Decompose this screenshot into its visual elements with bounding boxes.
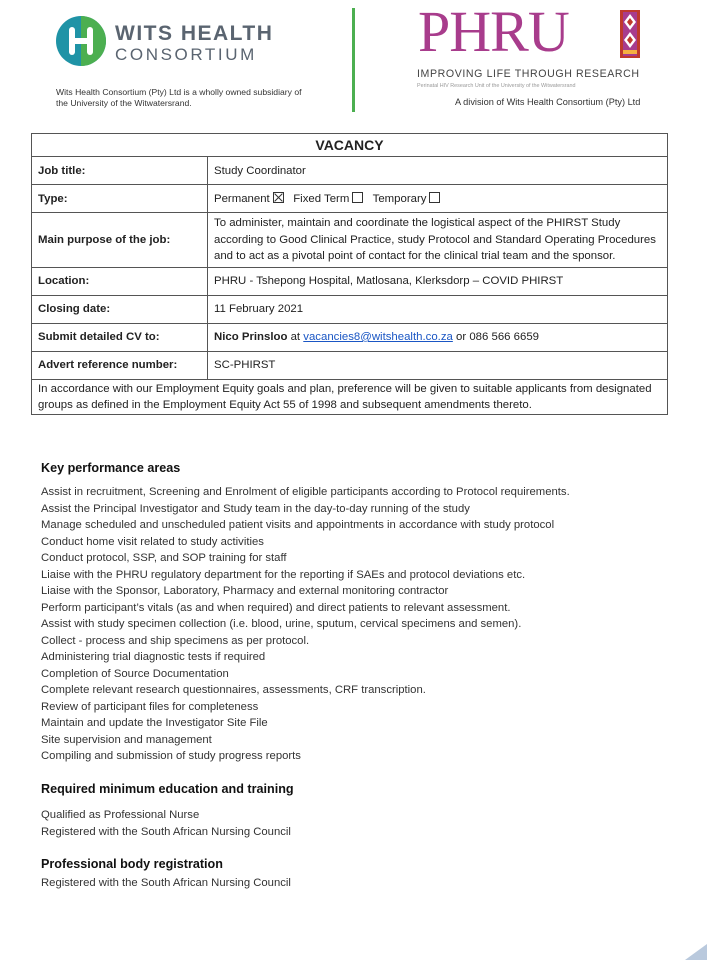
- list-item: Completion of Source Documentation: [41, 667, 229, 680]
- submit-cv-label: Submit detailed CV to:: [32, 323, 208, 351]
- list-item: Registered with the South African Nursing Council: [41, 825, 291, 838]
- location-label: Location:: [32, 267, 208, 295]
- row-type: [32, 185, 668, 213]
- contact-at: at: [290, 331, 301, 343]
- permanent-checkbox: [273, 192, 284, 203]
- header-divider: [352, 8, 355, 112]
- reference-value: SC-PHIRST: [208, 351, 668, 379]
- vacancy-table: [31, 133, 668, 415]
- list-item: Collect - process and ship specimens as per protocol.: [41, 634, 310, 647]
- phru-division-note: A division of Wits Health Consortium (Pty) Ltd: [455, 97, 641, 107]
- row-equity-note: [32, 379, 668, 414]
- type-fixed-term-label: Fixed Term: [293, 193, 350, 205]
- submit-cv-value: [208, 323, 668, 351]
- wits-logo-icon: [54, 14, 108, 68]
- kpa-heading: Key performance areas: [41, 461, 181, 475]
- row-closing-date: [32, 295, 668, 323]
- wits-subsidiary-note: Wits Health Consortium (Pty) Ltd is a wholly owned subsidiary of the University of the Witwatersrand.: [56, 87, 302, 108]
- letterhead: [0, 0, 707, 130]
- row-job-title: [32, 157, 668, 185]
- list-item: Conduct home visit related to study activities: [41, 535, 264, 548]
- list-item: Manage scheduled and unscheduled patient visits and appointments in accordance with study protocol: [41, 519, 555, 531]
- list-item: Review of participant files for completeness: [41, 700, 259, 713]
- list-item: Perform participant’s vitals (as and when required) and direct patients to relevant assessment.: [41, 601, 511, 614]
- phru-logo-text: PHRU: [418, 0, 569, 64]
- fixed-term-checkbox: [352, 192, 363, 203]
- type-permanent-label: Permanent: [214, 193, 270, 205]
- purpose-value: To administer, maintain and coordinate the logistical aspect of the PHIRST Study according to Good Clinical Practice, study Protocol and Standard Operating Procedures and to act as a pivotal point of contact for the clinical trial team and the sponsor.: [208, 213, 668, 268]
- professional-list: [41, 875, 291, 892]
- page-curl-icon: [681, 940, 707, 960]
- list-item: Assist with study specimen collection (i.e. blood, urine, sputum, cervical specimens and semen).: [41, 618, 522, 630]
- contact-phone: or 086 566 6659: [456, 331, 540, 343]
- list-item: Liaise with the PHRU regulatory department for the reporting if SAEs and protocol deviations etc.: [41, 568, 526, 581]
- vacancy-title: VACANCY: [32, 134, 668, 157]
- list-item: Complete relevant research questionnaires, assessments, CRF transcription.: [41, 684, 426, 696]
- row-location: [32, 267, 668, 295]
- temporary-checkbox: [429, 192, 440, 203]
- list-item: Liaise with the Sponsor, Laboratory, Pharmacy and external monitoring contractor: [41, 585, 449, 597]
- wits-title: WITS HEALTH: [115, 22, 274, 45]
- type-temporary-label: Temporary: [372, 193, 427, 205]
- list-item: Assist the Principal Investigator and Study team in the day-to-day running of the study: [41, 502, 470, 515]
- job-title-label: Job title:: [32, 157, 208, 185]
- closing-date-label: Closing date:: [32, 295, 208, 323]
- education-list: [41, 807, 291, 840]
- location-value: PHRU - Tshepong Hospital, Matlosana, Klerksdorp – COVID PHIRST: [208, 267, 668, 295]
- row-reference: [32, 351, 668, 379]
- type-options: [208, 185, 668, 213]
- row-purpose: [32, 213, 668, 268]
- reference-label: Advert reference number:: [32, 351, 208, 379]
- education-heading: Required minimum education and training: [41, 782, 294, 796]
- list-item: Site supervision and management: [41, 733, 212, 746]
- type-label: Type:: [32, 185, 208, 213]
- closing-date-value: 11 February 2021: [208, 295, 668, 323]
- purpose-label: Main purpose of the job:: [32, 213, 208, 268]
- professional-heading: Professional body registration: [41, 857, 223, 871]
- list-item: Registered with the South African Nursing Council: [41, 877, 291, 889]
- contact-email-link[interactable]: vacancies8@witshealth.co.za: [303, 331, 453, 343]
- job-title-value: Study Coordinator: [208, 157, 668, 185]
- row-submit-cv: [32, 323, 668, 351]
- list-item: Conduct protocol, SSP, and SOP training for staff: [41, 552, 287, 564]
- list-item: Assist in recruitment, Screening and Enrolment of eligible participants according to Protocol requirements.: [41, 486, 570, 498]
- equity-note: In accordance with our Employment Equity goals and plan, preference will be given to suitable applicants from designated groups as defined in the Employment Equity Act 55 of 1998 and subsequent amendments thereto.: [32, 379, 668, 414]
- phru-tagline: IMPROVING LIFE THROUGH RESEARCH: [417, 68, 640, 80]
- list-item: Qualified as Professional Nurse: [41, 809, 200, 821]
- list-item: Administering trial diagnostic tests if required: [41, 651, 266, 663]
- phru-pattern-icon: [620, 10, 640, 58]
- kpa-list: [41, 484, 570, 765]
- contact-name: Nico Prinsloo: [214, 331, 288, 343]
- phru-unit-note: Perinatal HIV Research Unit of the University of the Witwatersrand: [417, 83, 576, 89]
- list-item: Maintain and update the Investigator Site File: [41, 717, 268, 729]
- wits-subtitle: CONSORTIUM: [115, 45, 257, 64]
- list-item: Compiling and submission of study progress reports: [41, 750, 301, 762]
